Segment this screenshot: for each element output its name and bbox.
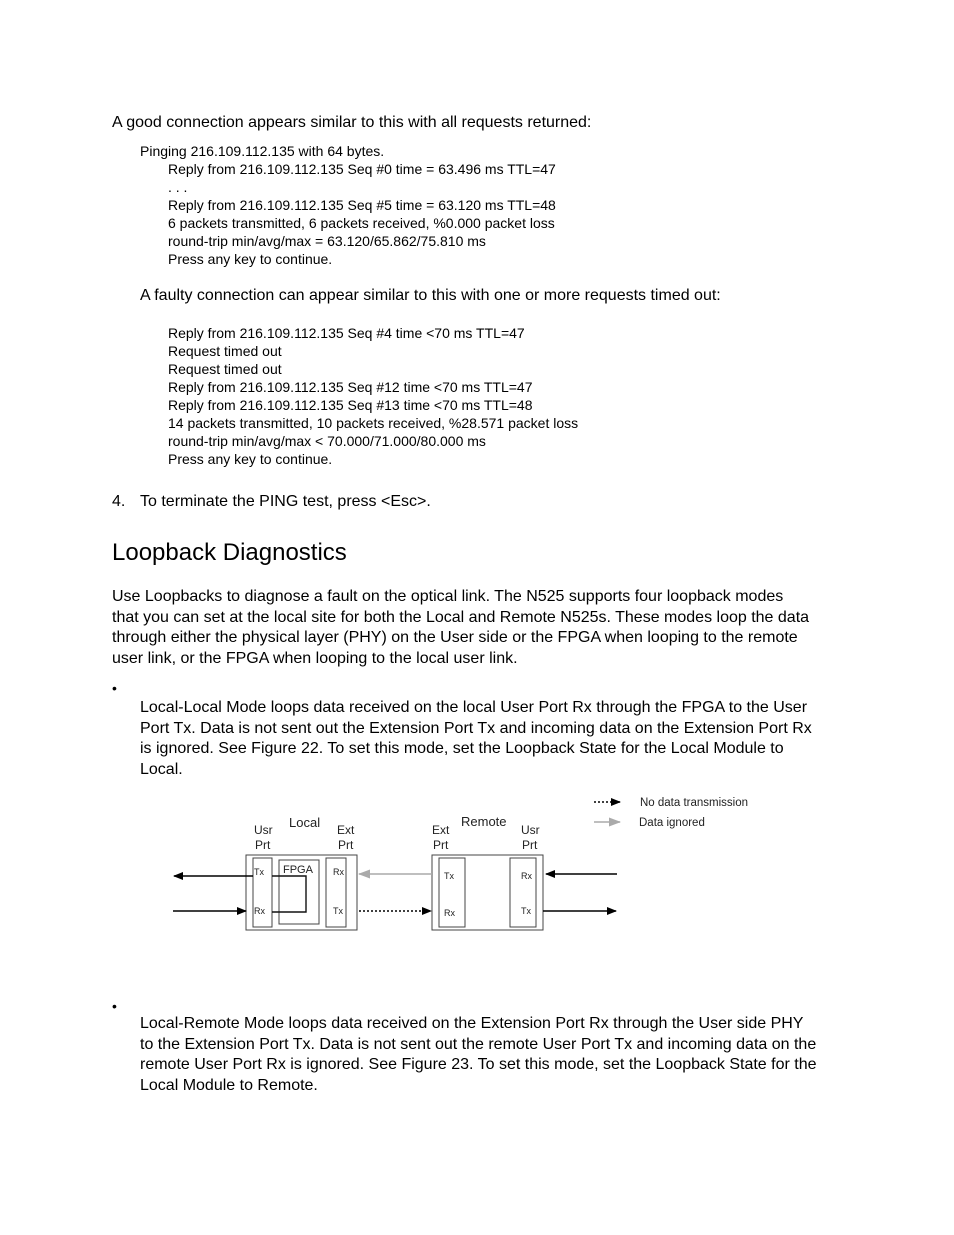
local-ext-label: Ext [337, 823, 355, 837]
good-ping-output [168, 160, 556, 268]
ping-header: Pinging 216.109.112.135 with 64 bytes. [140, 143, 385, 159]
ping-line: 6 packets transmitted, 6 packets received, %0.000 packet loss [168, 215, 555, 231]
remote-ext-label: Ext [432, 823, 450, 837]
loopback-diagram [160, 790, 770, 940]
diagram-legend [594, 797, 748, 829]
remote-usr-label: Usr [521, 823, 540, 837]
local-module [246, 815, 357, 930]
local-usr-label: Usr [254, 823, 273, 837]
local-module-title: Local [289, 815, 321, 830]
remote-module-box [432, 855, 543, 930]
bullet-marker: • [112, 680, 117, 696]
remote-user-rx-label: Rx [521, 871, 532, 881]
ping-line: Reply from 216.109.112.135 Seq #4 time <70 ms TTL=47 [168, 325, 525, 341]
bullet-item-local-local: Local-Local Mode loops data received on the local User Port Rx through the FPGA to the User Port Tx. Data is not sent out the Extension Port Tx and incoming data on the Extension Port Rx is ignored. See Figure 22. To set this mode, set the Loopback State for the Local Module to Local. [140, 699, 812, 778]
section-intro: Use Loopbacks to diagnose a fault on the optical link. The N525 supports four loopback modes that you can set at the local site for both the Local and Remote N525s. These modes loop the data through either the physical layer (PHY) on the User side or the FPGA when looping to the remote user link, or the FPGA when looping to the local user link. [112, 588, 810, 667]
ping-line: Press any key to continue. [168, 451, 333, 467]
ping-line: . . . [168, 179, 188, 195]
remote-ext-tx-label: Tx [444, 871, 454, 881]
section-heading: Loopback Diagnostics [112, 539, 347, 566]
ping-line: Reply from 216.109.112.135 Seq #12 time <70 ms TTL=47 [168, 379, 533, 395]
remote-ext-rx-label: Rx [444, 908, 455, 918]
remote-ext-prt-label: Prt [433, 838, 449, 852]
ping-line: Request timed out [168, 343, 282, 359]
ping-line: round-trip min/avg/max < 70.000/71.000/80.000 ms [168, 433, 486, 449]
remote-module-title: Remote [461, 814, 507, 829]
ping-line: Reply from 216.109.112.135 Seq #0 time = 63.496 ms TTL=47 [168, 161, 556, 177]
signal-arrows [173, 874, 617, 911]
step-text: To terminate the PING test, press <Esc>. [140, 493, 431, 510]
step-number: 4. [112, 493, 126, 510]
local-usr-prt-label: Prt [255, 838, 271, 852]
ping-line: Press any key to continue. [168, 251, 333, 267]
faulty-ping-output [168, 324, 578, 468]
faulty-connection-lead: A faulty connection can appear similar to this with one or more requests timed out: [140, 287, 721, 304]
ping-line: Reply from 216.109.112.135 Seq #5 time = 63.120 ms TTL=48 [168, 197, 556, 213]
legend-no-transmission-label: No data transmission [640, 797, 749, 809]
ping-line: Reply from 216.109.112.135 Seq #13 time <70 ms TTL=48 [168, 397, 533, 413]
remote-usr-prt-label: Prt [522, 838, 538, 852]
ping-line: round-trip min/avg/max = 63.120/65.862/75.810 ms [168, 233, 486, 249]
local-user-rx-label: Rx [254, 906, 265, 916]
legend-data-ignored-label: Data ignored [639, 817, 705, 829]
fpga-loop-path [272, 876, 306, 912]
local-user-tx-label: Tx [254, 867, 264, 877]
remote-user-port [510, 858, 536, 927]
local-ext-tx-label: Tx [333, 906, 343, 916]
remote-user-tx-label: Tx [521, 906, 531, 916]
good-connection-lead: A good connection appears similar to this with all requests returned: [112, 114, 592, 131]
remote-module [432, 814, 543, 930]
ping-line: 14 packets transmitted, 10 packets received, %28.571 packet loss [168, 415, 579, 431]
local-ext-prt-label: Prt [338, 838, 354, 852]
local-ext-rx-label: Rx [333, 867, 344, 877]
bullet-item-local-remote: Local-Remote Mode loops data received on the Extension Port Rx through the User side PHY to the Extension Port Tx. Data is not sent out the remote User Port Tx and incoming data on the remote User Port Rx is ignored. See Figure 23. To set this mode, set the Loopback State for the Local Module to Remote. [140, 1015, 817, 1094]
bullet-marker: • [112, 998, 117, 1014]
fpga-label: FPGA [283, 864, 313, 876]
ping-line: Request timed out [168, 361, 282, 377]
